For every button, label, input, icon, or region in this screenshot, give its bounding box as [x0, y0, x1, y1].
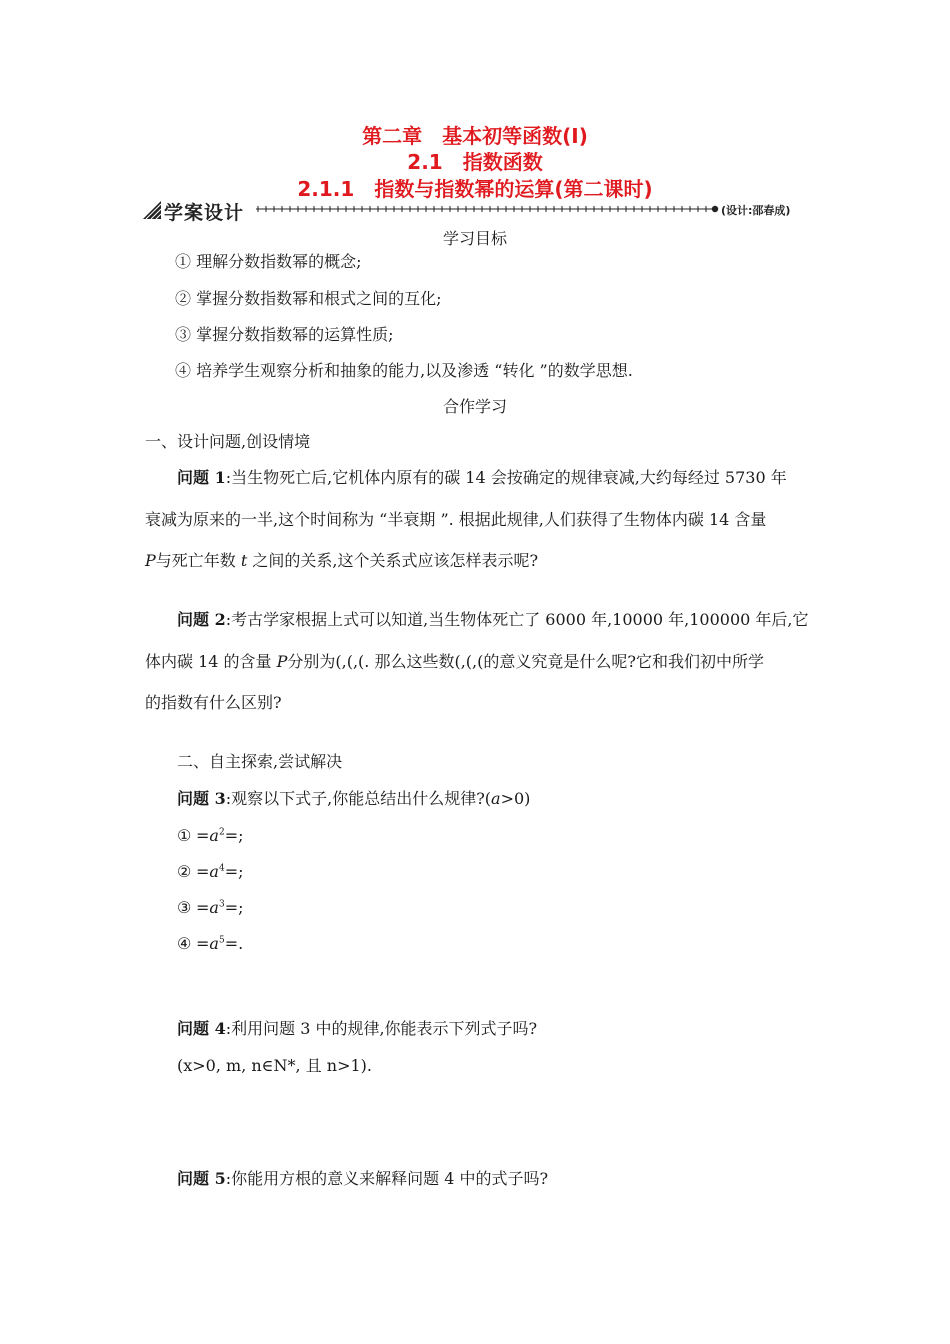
banner-dotted-rule — [256, 201, 720, 217]
question-2-label: 问题 2 — [177, 610, 226, 629]
part2-heading: 二、自主探索,尝试解决 — [177, 752, 343, 771]
objective-item: ② 掌握分数指数幂和根式之间的互化; — [175, 289, 442, 308]
objective-item: ③ 掌握分数指数幂的运算性质; — [175, 325, 394, 344]
cooperative-heading: 合作学习 — [442, 397, 507, 416]
question-1-line-2: 衰减为原来的一半,这个时间称为 “半衰期 ”. 根据此规律,人们获得了生物体内碳 14 含量 — [145, 510, 767, 529]
question-4-prompt: 问题 4:利用问题 3 中的规律,你能表示下列式子吗? — [177, 1019, 538, 1038]
question-3-item: ③ $=a^3=$; — [177, 898, 244, 917]
question-2-line-2: 体内碳 14 的含量 P分别为(,(,(. 那么这些数(,(,(的意义究竟是什么呢?它和我们初中所学 — [145, 652, 764, 671]
question-3-prompt: 问题 3:观察以下式子,你能总结出什么规律?(a>0) — [177, 789, 531, 808]
banner-stripes-icon — [143, 201, 161, 219]
question-5-label: 问题 5 — [177, 1169, 226, 1188]
question-1-line-3: P与死亡年数 t 之间的关系,这个关系式应该怎样表示呢? — [145, 551, 539, 570]
question-5-prompt: 问题 5:你能用方根的意义来解释问题 4 中的式子吗? — [177, 1169, 549, 1188]
question-1-line-1: 问题 1:当生物死亡后,它机体内原有的碳 14 会按确定的规律衰减,大约每经过 5730 年 — [177, 468, 787, 487]
objective-item: ④ 培养学生观察分析和抽象的能力,以及渗透 “转化 ”的数学思想. — [175, 361, 633, 380]
banner-credit: (设计:邵春成) — [721, 204, 791, 217]
question-3-label: 问题 3 — [177, 789, 226, 808]
part1-heading: 一、设计问题,创设情境 — [145, 432, 311, 451]
question-3-item: ① $=a^2=$; — [177, 826, 244, 845]
question-4-condition: (x>0, m, n∈N*, 且 n>1). — [177, 1056, 372, 1075]
objectives-heading: 学习目标 — [442, 229, 507, 248]
subsection-title: 2.1.1 指数与指数幂的运算(第二课时) — [297, 177, 653, 201]
question-3-item: ② $=a^4=$; — [177, 862, 244, 881]
design-banner — [143, 198, 823, 224]
objective-item: ① 理解分数指数幂的概念; — [175, 252, 362, 271]
section-title: 2.1 指数函数 — [407, 150, 543, 174]
question-1-label: 问题 1 — [177, 468, 226, 487]
question-3-item: ④ $=a^5=$. — [177, 934, 244, 953]
banner-label: 学案设计 — [164, 202, 245, 224]
question-4-label: 问题 4 — [177, 1019, 226, 1038]
chapter-title: 第二章 基本初等函数(Ⅰ) — [362, 124, 588, 148]
question-2-line-3: 的指数有什么区别? — [145, 693, 282, 712]
question-2-line-1: 问题 2:考古学家根据上式可以知道,当生物体死亡了 6000 年,10000 年,100000 年后,它 — [177, 610, 809, 629]
